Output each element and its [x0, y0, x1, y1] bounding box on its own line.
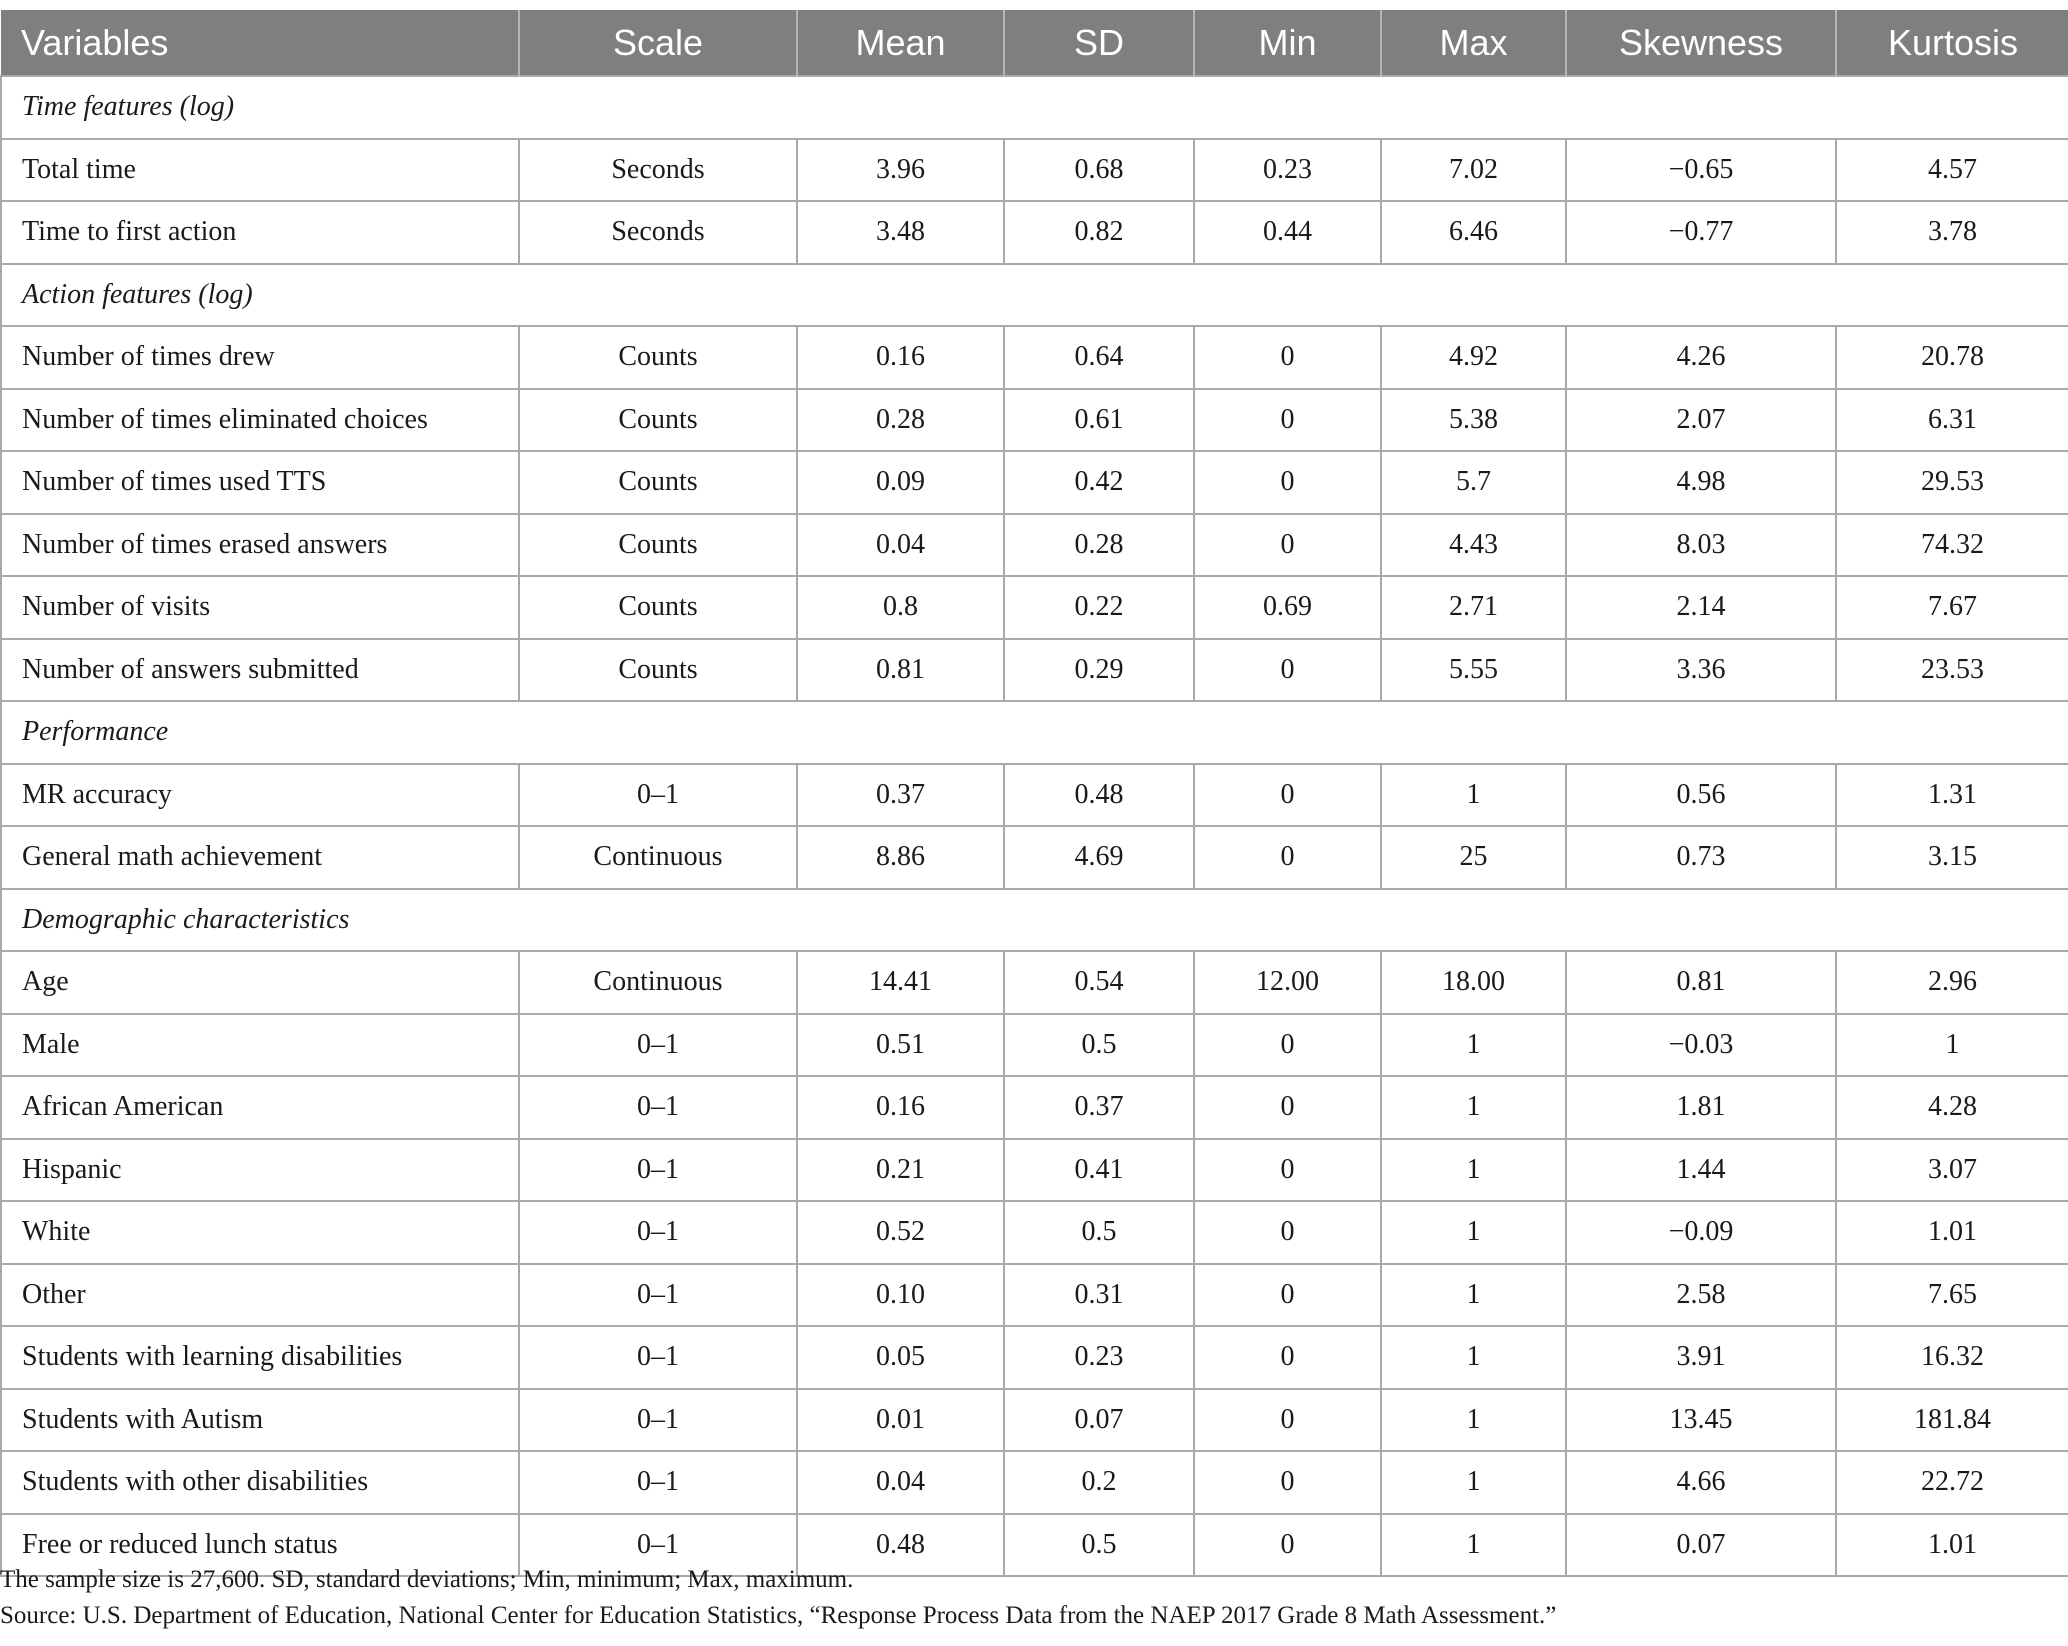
kurtosis-cell: 22.72 — [1836, 1451, 2068, 1514]
kurtosis-cell: 1 — [1836, 1014, 2068, 1077]
variable-cell: Number of times erased answers — [1, 514, 519, 577]
min-cell: 0 — [1194, 826, 1381, 889]
max-cell: 1 — [1381, 1451, 1566, 1514]
table-row — [1, 1451, 2068, 1514]
table-row — [1, 576, 2068, 639]
variable-cell: General math achievement — [1, 826, 519, 889]
mean-cell: 0.8 — [797, 576, 1004, 639]
scale-cell: 0–1 — [519, 1014, 797, 1077]
sd-cell: 0.07 — [1004, 1389, 1194, 1452]
mean-cell: 0.37 — [797, 764, 1004, 827]
variable-cell: Number of visits — [1, 576, 519, 639]
skewness-cell: −0.77 — [1566, 201, 1836, 264]
kurtosis-cell: 4.57 — [1836, 139, 2068, 202]
mean-cell: 0.21 — [797, 1139, 1004, 1202]
mean-cell: 0.52 — [797, 1201, 1004, 1264]
sd-cell: 0.31 — [1004, 1264, 1194, 1327]
sd-cell: 0.29 — [1004, 639, 1194, 702]
kurtosis-cell: 6.31 — [1836, 389, 2068, 452]
table-header-row — [1, 10, 2068, 76]
kurtosis-cell: 2.96 — [1836, 951, 2068, 1014]
variable-cell: Male — [1, 1014, 519, 1077]
kurtosis-cell: 3.78 — [1836, 201, 2068, 264]
skewness-cell: 3.91 — [1566, 1326, 1836, 1389]
kurtosis-cell: 16.32 — [1836, 1326, 2068, 1389]
table-body — [1, 76, 2068, 1576]
sd-cell: 0.5 — [1004, 1201, 1194, 1264]
sd-cell: 0.48 — [1004, 764, 1194, 827]
mean-cell: 0.16 — [797, 1076, 1004, 1139]
variable-cell: Free or reduced lunch status — [1, 1514, 519, 1577]
skewness-cell: 4.66 — [1566, 1451, 1836, 1514]
scale-cell: 0–1 — [519, 1264, 797, 1327]
min-cell: 0 — [1194, 389, 1381, 452]
table-row — [1, 1014, 2068, 1077]
table-row — [1, 326, 2068, 389]
max-cell: 1 — [1381, 1201, 1566, 1264]
skewness-cell: 8.03 — [1566, 514, 1836, 577]
section-header-row — [1, 76, 2068, 139]
scale-cell: Counts — [519, 389, 797, 452]
table-row — [1, 1264, 2068, 1327]
skewness-cell: 4.26 — [1566, 326, 1836, 389]
column-header-sd: SD — [1004, 10, 1194, 76]
min-cell: 0 — [1194, 1264, 1381, 1327]
scale-cell: 0–1 — [519, 764, 797, 827]
sd-cell: 0.82 — [1004, 201, 1194, 264]
scale-cell: Counts — [519, 639, 797, 702]
mean-cell: 0.48 — [797, 1514, 1004, 1577]
column-header-skewness: Skewness — [1566, 10, 1836, 76]
min-cell: 0.23 — [1194, 139, 1381, 202]
scale-cell: 0–1 — [519, 1076, 797, 1139]
max-cell: 25 — [1381, 826, 1566, 889]
mean-cell: 0.05 — [797, 1326, 1004, 1389]
variable-cell: Students with learning disabilities — [1, 1326, 519, 1389]
variable-cell: Number of answers submitted — [1, 639, 519, 702]
variable-cell: MR accuracy — [1, 764, 519, 827]
kurtosis-cell: 3.07 — [1836, 1139, 2068, 1202]
section-header-row — [1, 701, 2068, 764]
scale-cell: Counts — [519, 326, 797, 389]
kurtosis-cell: 1.31 — [1836, 764, 2068, 827]
scale-cell: Counts — [519, 451, 797, 514]
variable-cell: Hispanic — [1, 1139, 519, 1202]
max-cell: 1 — [1381, 1014, 1566, 1077]
variable-cell: Time to first action — [1, 201, 519, 264]
max-cell: 1 — [1381, 1264, 1566, 1327]
max-cell: 1 — [1381, 1514, 1566, 1577]
min-cell: 0 — [1194, 764, 1381, 827]
scale-cell: 0–1 — [519, 1201, 797, 1264]
max-cell: 18.00 — [1381, 951, 1566, 1014]
skewness-cell: −0.03 — [1566, 1014, 1836, 1077]
table-row — [1, 1389, 2068, 1452]
max-cell: 4.43 — [1381, 514, 1566, 577]
mean-cell: 0.01 — [797, 1389, 1004, 1452]
column-header-variables: Variables — [1, 10, 519, 76]
scale-cell: Continuous — [519, 951, 797, 1014]
max-cell: 1 — [1381, 1326, 1566, 1389]
table-row — [1, 826, 2068, 889]
variable-cell: Students with other disabilities — [1, 1451, 519, 1514]
section-header-row — [1, 889, 2068, 952]
kurtosis-cell: 181.84 — [1836, 1389, 2068, 1452]
sd-cell: 0.64 — [1004, 326, 1194, 389]
section-title: Demographic characteristics — [1, 889, 2068, 952]
min-cell: 0 — [1194, 451, 1381, 514]
min-cell: 0 — [1194, 1389, 1381, 1452]
scale-cell: Seconds — [519, 139, 797, 202]
mean-cell: 0.51 — [797, 1014, 1004, 1077]
table-row — [1, 451, 2068, 514]
skewness-cell: −0.09 — [1566, 1201, 1836, 1264]
max-cell: 7.02 — [1381, 139, 1566, 202]
min-cell: 0 — [1194, 1014, 1381, 1077]
scale-cell: 0–1 — [519, 1451, 797, 1514]
sd-cell: 0.28 — [1004, 514, 1194, 577]
skewness-cell: 1.44 — [1566, 1139, 1836, 1202]
table-row — [1, 764, 2068, 827]
sd-cell: 0.68 — [1004, 139, 1194, 202]
max-cell: 1 — [1381, 1139, 1566, 1202]
skewness-cell: 13.45 — [1566, 1389, 1836, 1452]
mean-cell: 3.48 — [797, 201, 1004, 264]
section-title: Time features (log) — [1, 76, 2068, 139]
scale-cell: Counts — [519, 576, 797, 639]
min-cell: 0 — [1194, 514, 1381, 577]
column-header-max: Max — [1381, 10, 1566, 76]
min-cell: 0 — [1194, 639, 1381, 702]
column-header-scale: Scale — [519, 10, 797, 76]
min-cell: 0.44 — [1194, 201, 1381, 264]
variable-cell: Students with Autism — [1, 1389, 519, 1452]
sd-cell: 4.69 — [1004, 826, 1194, 889]
skewness-cell: 4.98 — [1566, 451, 1836, 514]
sd-cell: 0.5 — [1004, 1514, 1194, 1577]
sd-cell: 0.37 — [1004, 1076, 1194, 1139]
max-cell: 1 — [1381, 764, 1566, 827]
table-row — [1, 1326, 2068, 1389]
table-row — [1, 1201, 2068, 1264]
sd-cell: 0.2 — [1004, 1451, 1194, 1514]
max-cell: 5.55 — [1381, 639, 1566, 702]
table-row — [1, 139, 2068, 202]
scale-cell: 0–1 — [519, 1326, 797, 1389]
section-title: Performance — [1, 701, 2068, 764]
sd-cell: 0.61 — [1004, 389, 1194, 452]
sample-size-note: The sample size is 27,600. SD, standard deviations; Min, minimum; Max, maximum. — [0, 1566, 854, 1593]
skewness-cell: 0.07 — [1566, 1514, 1836, 1577]
variable-cell: White — [1, 1201, 519, 1264]
max-cell: 1 — [1381, 1076, 1566, 1139]
skewness-cell: 2.07 — [1566, 389, 1836, 452]
mean-cell: 0.09 — [797, 451, 1004, 514]
min-cell: 0 — [1194, 326, 1381, 389]
mean-cell: 0.81 — [797, 639, 1004, 702]
table-row — [1, 514, 2068, 577]
sd-cell: 0.42 — [1004, 451, 1194, 514]
mean-cell: 0.04 — [797, 514, 1004, 577]
min-cell: 0 — [1194, 1514, 1381, 1577]
section-title: Action features (log) — [1, 264, 2068, 327]
min-cell: 0 — [1194, 1139, 1381, 1202]
min-cell: 0 — [1194, 1076, 1381, 1139]
table-row — [1, 639, 2068, 702]
min-cell: 0 — [1194, 1326, 1381, 1389]
sd-cell: 0.41 — [1004, 1139, 1194, 1202]
skewness-cell: 1.81 — [1566, 1076, 1836, 1139]
skewness-cell: 0.56 — [1566, 764, 1836, 827]
skewness-cell: 0.73 — [1566, 826, 1836, 889]
max-cell: 2.71 — [1381, 576, 1566, 639]
column-header-kurtosis: Kurtosis — [1836, 10, 2068, 76]
kurtosis-cell: 74.32 — [1836, 514, 2068, 577]
table-row — [1, 1139, 2068, 1202]
variable-cell: Total time — [1, 139, 519, 202]
section-header-row — [1, 264, 2068, 327]
column-header-min: Min — [1194, 10, 1381, 76]
sd-cell: 0.22 — [1004, 576, 1194, 639]
variable-cell: Other — [1, 1264, 519, 1327]
variable-cell: Number of times used TTS — [1, 451, 519, 514]
variable-cell: Age — [1, 951, 519, 1014]
source-note: Source: U.S. Department of Education, National Center for Education Statistics, “Response Process Data from the NAEP 2017 Grade 8 Math Assessment.” — [0, 1602, 1557, 1629]
descriptive-statistics-table — [0, 10, 2068, 1577]
kurtosis-cell: 29.53 — [1836, 451, 2068, 514]
scale-cell: Seconds — [519, 201, 797, 264]
min-cell: 0 — [1194, 1451, 1381, 1514]
table-footnotes — [0, 1562, 1556, 1634]
table-row — [1, 951, 2068, 1014]
skewness-cell: 2.58 — [1566, 1264, 1836, 1327]
max-cell: 5.38 — [1381, 389, 1566, 452]
mean-cell: 14.41 — [797, 951, 1004, 1014]
scale-cell: 0–1 — [519, 1514, 797, 1577]
table-row — [1, 201, 2068, 264]
mean-cell: 0.04 — [797, 1451, 1004, 1514]
table-row — [1, 1076, 2068, 1139]
kurtosis-cell: 20.78 — [1836, 326, 2068, 389]
min-cell: 0.69 — [1194, 576, 1381, 639]
scale-cell: Counts — [519, 514, 797, 577]
sd-cell: 0.23 — [1004, 1326, 1194, 1389]
min-cell: 12.00 — [1194, 951, 1381, 1014]
skewness-cell: 3.36 — [1566, 639, 1836, 702]
mean-cell: 3.96 — [797, 139, 1004, 202]
sd-cell: 0.54 — [1004, 951, 1194, 1014]
kurtosis-cell: 3.15 — [1836, 826, 2068, 889]
variable-cell: African American — [1, 1076, 519, 1139]
kurtosis-cell: 1.01 — [1836, 1514, 2068, 1577]
scale-cell: 0–1 — [519, 1389, 797, 1452]
variable-cell: Number of times eliminated choices — [1, 389, 519, 452]
mean-cell: 0.28 — [797, 389, 1004, 452]
variable-cell: Number of times drew — [1, 326, 519, 389]
column-header-mean: Mean — [797, 10, 1004, 76]
mean-cell: 0.10 — [797, 1264, 1004, 1327]
sd-cell: 0.5 — [1004, 1014, 1194, 1077]
kurtosis-cell: 4.28 — [1836, 1076, 2068, 1139]
kurtosis-cell: 7.67 — [1836, 576, 2068, 639]
skewness-cell: 0.81 — [1566, 951, 1836, 1014]
max-cell: 6.46 — [1381, 201, 1566, 264]
max-cell: 4.92 — [1381, 326, 1566, 389]
skewness-cell: 2.14 — [1566, 576, 1836, 639]
max-cell: 1 — [1381, 1389, 1566, 1452]
max-cell: 5.7 — [1381, 451, 1566, 514]
kurtosis-cell: 23.53 — [1836, 639, 2068, 702]
skewness-cell: −0.65 — [1566, 139, 1836, 202]
mean-cell: 0.16 — [797, 326, 1004, 389]
mean-cell: 8.86 — [797, 826, 1004, 889]
table-row — [1, 389, 2068, 452]
kurtosis-cell: 1.01 — [1836, 1201, 2068, 1264]
scale-cell: 0–1 — [519, 1139, 797, 1202]
scale-cell: Continuous — [519, 826, 797, 889]
kurtosis-cell: 7.65 — [1836, 1264, 2068, 1327]
min-cell: 0 — [1194, 1201, 1381, 1264]
